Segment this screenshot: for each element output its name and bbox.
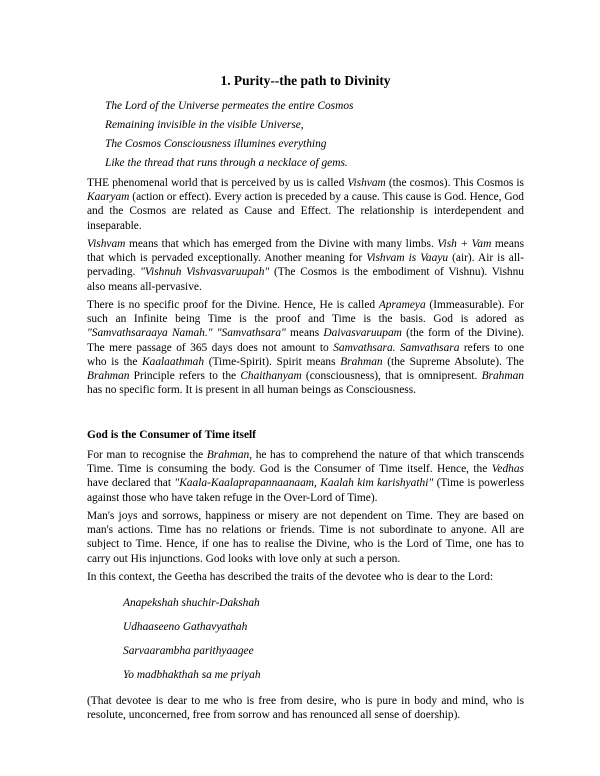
page-title: 1. Purity--the path to Divinity: [220, 73, 391, 88]
opening-verse-line: The Cosmos Consciousness illumines everything: [105, 138, 327, 150]
sanskrit-verse-line: Anapekshah shuchir-Dakshah: [123, 597, 260, 609]
sanskrit-verse-line: Sarvaarambha parithyaagee: [123, 645, 254, 657]
paragraph-4: For man to recognise the Brahman, he has to comprehend the nature of that which transcends Time. Time is consuming the body. God is the Consumer of Time itself. Hence, the Vedhas have declared that "Kaala-Kaalaprapannaanaam, Kaalah kim karishyathi" (Time is powerless against those who have taken refuge in the Over-Lord of Time).: [87, 449, 525, 504]
paragraph-3: There is no specific proof for the Divine. Hence, He is called Aprameya (Immeasurable). For such an Infinite being Time is the proof and Time is the basis. God is adored as "Samvathsaraaya Namah." "Samvathsara" means Daivasvaruupam (the form of the Divine). The mere passage of 365 days does not amount to Samvathsara. Samvathsara refers to one who is the Kaalaathmah (Time-Spirit). Spirit means Brahman (the Supreme Absolute). The Brahman Principle refers to the Chaithanyam (consciousness), that is omnipresent. Brahman has no specific form. It is present in all human beings as Consciousness.: [87, 299, 525, 397]
paragraph-1: THE phenomenal world that is perceived by us is called Vishvam (the cosmos). This Cosmos is Kaaryam (action or effect). Every action is preceded by a cause. This cause is God. Hence, God and the Cosmos are related as Cause and Effect. The relationship is interdependent and inseparable.: [87, 177, 524, 232]
sanskrit-verse-line: Udhaaseeno Gathavyathah: [123, 621, 248, 633]
paragraph-5: Man's joys and sorrows, happiness or misery are not dependent on Time. They are based on man's actions. Time has no relations or friends. Time is not subordinate to anyone. All are subject to Time. Hence, if one has to realise the Divine, who is the Lord of Time, one has to carry out His injunctions. God looks with love only at such a person.: [87, 510, 524, 565]
section-subheading: God is the Consumer of Time itself: [87, 429, 256, 441]
paragraph-6: In this context, the Geetha has described the traits of the devotee who is dear to the Lord:: [87, 571, 494, 583]
paragraph-7: (That devotee is dear to me who is free from desire, who is pure in body and mind, who is resolute, unconcerned, free from sorrow and has renounced all sense of doership).: [87, 695, 524, 722]
opening-verse-line: The Lord of the Universe permeates the entire Cosmos: [105, 100, 354, 112]
opening-verse-line: Like the thread that runs through a necklace of gems.: [105, 157, 348, 169]
opening-verse-line: Remaining invisible in the visible Universe,: [105, 119, 304, 131]
paragraph-2: Vishvam means that which has emerged from the Divine with many limbs. Vish + Vam means that which is pervaded exceptionally. Another meaning for Vishvam is Vaayu (air). Air is all-pervading. "Vishnuh Vishvasvaruupah" (The Cosmos is the embodiment of Vishnu). Vishnu also means all-pervasive.: [87, 238, 524, 293]
sanskrit-verse-line: Yo madbhakthah sa me priyah: [123, 669, 261, 681]
